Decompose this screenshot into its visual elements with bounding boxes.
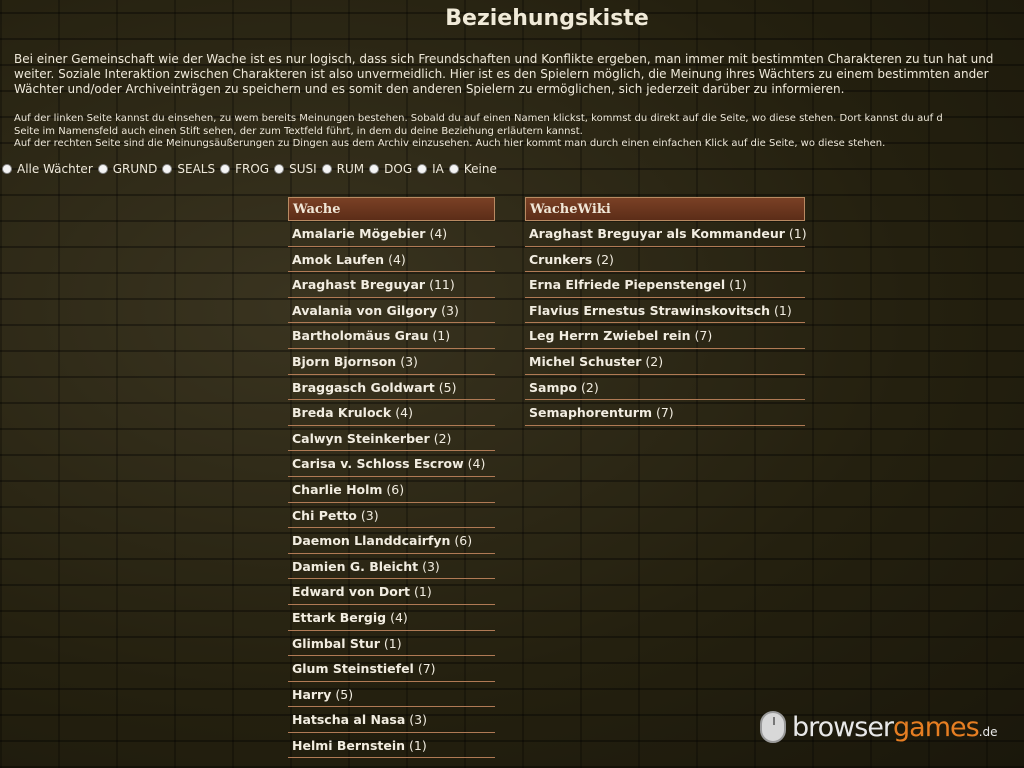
radio-button[interactable]	[322, 164, 332, 174]
help-line: Auf der rechten Seite sind die Meinungsäußerungen zu Dingen aus dem Archiv einzusehen. Auch hier kommt man durch einen einfachen Klick auf die Seite, wo diese stehen.	[14, 138, 886, 149]
filter-ia[interactable]	[417, 162, 444, 176]
filter-rum[interactable]	[322, 162, 364, 176]
wache-list-item[interactable]	[288, 606, 495, 631]
wiki-list-item[interactable]	[525, 324, 805, 349]
radio-button[interactable]	[274, 164, 284, 174]
mouse-icon	[760, 711, 786, 743]
wiki-list-item[interactable]	[525, 299, 805, 324]
wiki-list-item[interactable]	[525, 350, 805, 375]
filter-seals[interactable]	[162, 162, 215, 176]
wiki-list-item[interactable]	[525, 248, 805, 273]
entry-count: (1)	[414, 584, 432, 600]
entry-name: Semaphorenturm	[529, 405, 652, 421]
entry-name: Sampo	[529, 379, 577, 395]
intro-line: Wächter und/oder Archiveinträgen zu speichern und es somit den anderen Spielern zu ermöglichen, sich jederzeit darüber zu informieren.	[14, 82, 845, 96]
wiki-list-item[interactable]	[525, 273, 805, 298]
entry-name: Edward von Dort	[292, 584, 411, 600]
filter-grund[interactable]	[98, 162, 158, 176]
entry-name: Glimbal Stur	[292, 635, 380, 651]
radio-button[interactable]	[449, 164, 459, 174]
filter-label: SEALS	[177, 162, 216, 176]
wache-list-item[interactable]	[288, 555, 495, 580]
help-text	[14, 113, 1024, 151]
wache-list-item[interactable]	[288, 683, 495, 708]
filter-frog[interactable]	[220, 162, 269, 176]
wiki-list-item[interactable]	[525, 376, 805, 401]
wache-list-item[interactable]	[288, 452, 495, 477]
filter-susi[interactable]	[274, 162, 317, 176]
entry-count: (6)	[386, 481, 405, 497]
entry-name: Araghast Breguyar als Kommandeur	[529, 226, 785, 241]
entry-count: (5)	[335, 686, 354, 702]
entry-count: (3)	[422, 558, 440, 574]
intro-text	[14, 52, 1024, 97]
entry-name: Breda Krulock	[292, 405, 392, 421]
wache-list-item[interactable]	[288, 273, 495, 298]
wache-list-item[interactable]	[288, 657, 495, 682]
filter-keine[interactable]	[449, 162, 497, 176]
entry-count: (3)	[409, 712, 427, 728]
entry-name: Harry	[292, 686, 332, 702]
filter-label: DOG	[384, 162, 413, 176]
watermark-tld: .de	[978, 725, 998, 739]
browsergames-watermark	[760, 705, 1000, 749]
entry-name: Crunkers	[529, 251, 593, 267]
radio-button[interactable]	[162, 164, 172, 174]
radio-button[interactable]	[2, 164, 12, 174]
wache-header: Wache	[288, 197, 495, 221]
entry-count: (2)	[433, 430, 452, 446]
entry-name: Araghast Breguyar	[292, 277, 426, 293]
entry-count: (2)	[580, 379, 599, 395]
watermark-text: browser	[792, 711, 894, 743]
filter-label: Keine	[463, 162, 497, 176]
help-line: Auf der linken Seite kannst du einsehen, zu wem bereits Meinungen bestehen. Sobald du auf einen Namen klickst, kommst du direkt auf die Seite, wo diese stehen. Dort kannst du auf d	[14, 113, 943, 124]
entry-name: Damien G. Bleicht	[292, 558, 419, 574]
wache-list-item[interactable]	[288, 401, 495, 426]
entry-name: Bjorn Bjornson	[292, 353, 397, 369]
entry-name: Calwyn Steinkerber	[292, 430, 430, 446]
wache-list-item[interactable]	[288, 248, 495, 273]
entry-name: Chi Petto	[292, 507, 357, 523]
entry-count: (4)	[395, 405, 413, 421]
wiki-list-item[interactable]	[525, 222, 805, 247]
group-filter	[2, 162, 502, 176]
filter-dog[interactable]	[369, 162, 412, 176]
wache-list-item[interactable]	[288, 632, 495, 657]
entry-count: (1)	[729, 277, 747, 293]
wache-list-item[interactable]	[288, 427, 495, 452]
entry-name: Carisa v. Schloss Escrow	[292, 456, 464, 472]
entry-name: Erna Elfriede Piepenstengel	[529, 277, 726, 293]
intro-line: weiter. Soziale Interaktion zwischen Charakteren ist also unvermeidlich. Hier ist es den Spielern möglich, die Meinung ihres Wächters zu einem bestimmten ander	[14, 67, 989, 81]
entry-count: (1)	[409, 737, 427, 753]
entry-count: (4)	[467, 456, 486, 472]
wache-list-item[interactable]	[288, 350, 495, 375]
intro-line: Bei einer Gemeinschaft wie der Wache ist es nur logisch, dass sich Freundschaften und Konflikte ergeben, man immer mit bestimmten Charakteren zu tun hat und	[14, 52, 994, 66]
entry-count: (11)	[429, 277, 455, 293]
wache-list	[288, 197, 495, 758]
filter-label: FROG	[235, 162, 270, 176]
entry-count: (1)	[774, 302, 792, 318]
entry-name: Amok Laufen	[292, 251, 385, 267]
entry-count: (4)	[390, 609, 408, 625]
entry-name: Michel Schuster	[529, 353, 642, 369]
wache-list-item[interactable]	[288, 478, 495, 503]
wache-list-item[interactable]	[288, 580, 495, 605]
entry-count: (4)	[388, 251, 406, 267]
entry-count: (6)	[454, 533, 473, 549]
filter-label: GRUND	[112, 162, 158, 176]
entry-count: (1)	[383, 635, 402, 651]
entry-name: Ettark Bergig	[292, 609, 387, 625]
entry-name: Braggasch Goldwart	[292, 379, 435, 395]
wache-list-item[interactable]	[288, 324, 495, 349]
wache-list-item[interactable]	[288, 504, 495, 529]
entry-name: Avalania von Gilgory	[292, 302, 438, 318]
radio-button[interactable]	[417, 164, 427, 174]
wache-list-item[interactable]	[288, 299, 495, 324]
filter-label: SUSI	[289, 162, 317, 176]
entry-count: (1)	[788, 226, 807, 241]
page-title: Beziehungskiste	[445, 6, 649, 31]
radio-button[interactable]	[98, 164, 108, 174]
filter-label: Alle Wächter	[17, 162, 93, 176]
filter-label: IA	[432, 162, 444, 176]
wache-list-item[interactable]	[288, 529, 495, 554]
entry-count: (2)	[645, 353, 664, 369]
entry-name: Daemon Llanddcairfyn	[292, 533, 451, 549]
wiki-list	[525, 197, 805, 426]
wache-list-item[interactable]	[288, 376, 495, 401]
entry-count: (2)	[596, 251, 614, 267]
entry-count: (7)	[655, 405, 674, 421]
entry-count: (1)	[432, 328, 451, 344]
filter-label: RUM	[336, 162, 365, 176]
entry-count: (3)	[441, 302, 459, 318]
entry-name: Bartholomäus Grau	[292, 328, 429, 344]
filter-alle-waechter[interactable]	[2, 162, 93, 176]
entry-name: Leg Herrn Zwiebel rein	[529, 328, 691, 344]
entry-count: (4)	[429, 226, 448, 241]
entry-name: Amalarie Mögebier	[292, 226, 426, 241]
wache-list-item[interactable]	[288, 708, 495, 733]
wiki-header: WacheWiki	[525, 197, 805, 221]
radio-button[interactable]	[220, 164, 230, 174]
wache-list-item[interactable]	[288, 222, 495, 247]
entry-count: (7)	[417, 661, 436, 677]
entry-name: Glum Steinstiefel	[292, 661, 414, 677]
radio-button[interactable]	[369, 164, 379, 174]
entry-name: Charlie Holm	[292, 481, 383, 497]
entry-count: (3)	[400, 353, 418, 369]
entry-count: (7)	[694, 328, 713, 344]
entry-name: Hatscha al Nasa	[292, 712, 406, 728]
wache-list-item[interactable]	[288, 734, 495, 759]
wiki-list-item[interactable]	[525, 401, 805, 426]
entry-count: (3)	[360, 507, 379, 523]
entry-name: Flavius Ernestus Strawinskovitsch	[529, 302, 771, 318]
entry-count: (5)	[438, 379, 457, 395]
watermark-text-accent: games	[893, 711, 979, 743]
entry-name: Helmi Bernstein	[292, 737, 406, 753]
help-line: Seite im Namensfeld auch einen Stift sehen, der zum Textfeld führt, in dem du deine Beziehung erläutern kannst.	[14, 125, 583, 137]
